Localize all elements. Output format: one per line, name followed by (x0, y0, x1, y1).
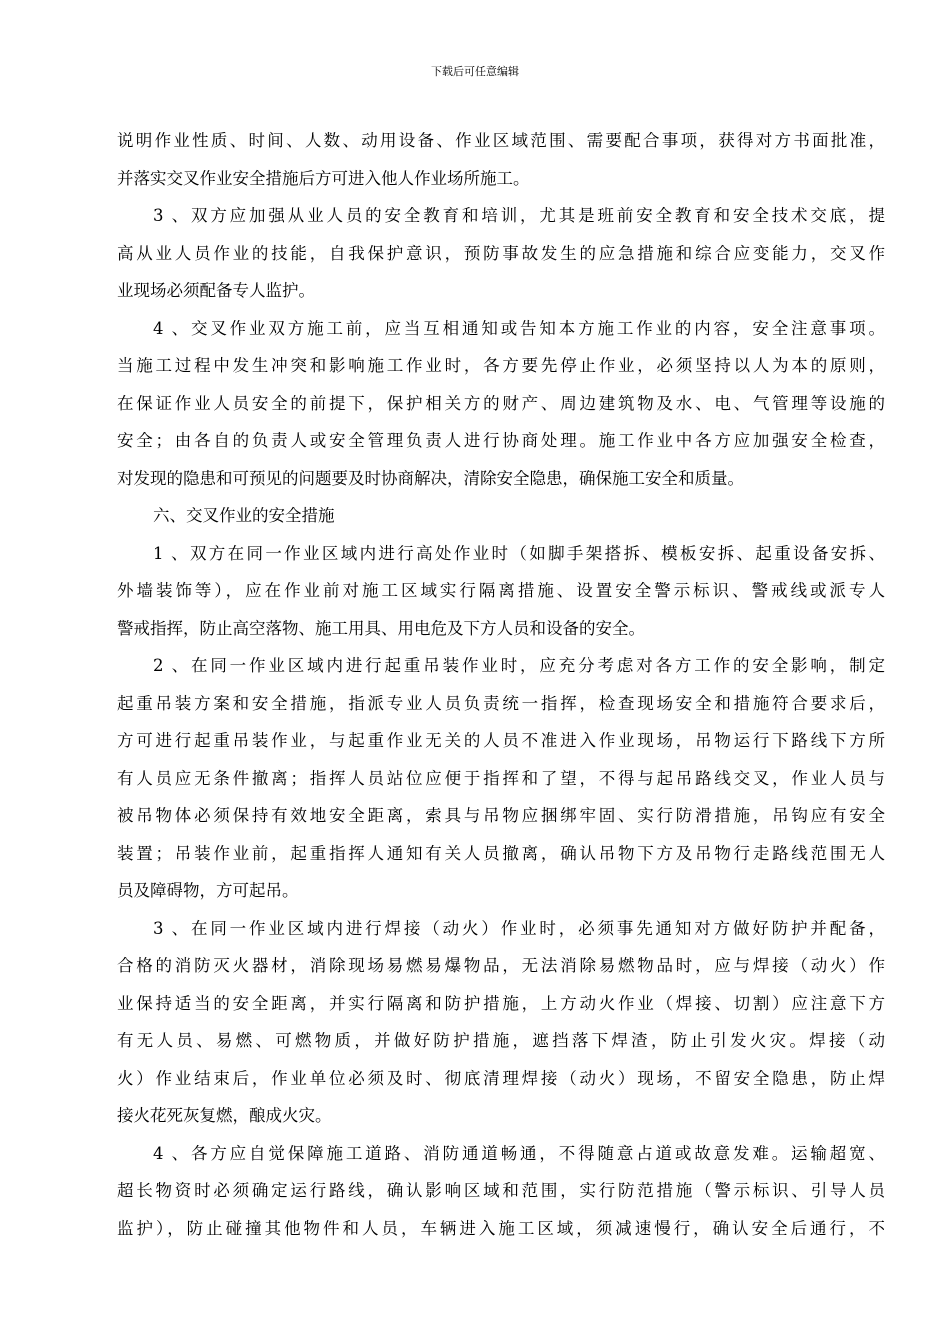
text-line: 业保持适当的安全距离，并实行隔离和防护措施，上方动火作业（焊接、切割）应注意下方 (117, 993, 885, 1013)
text-line: 超长物资时必须确定运行路线，确认影响区域和范围，实行防范措施（警示标识、引导人员 (117, 1181, 885, 1200)
text-line: 装置；吊装作业前，起重指挥人通知有关人员撤离，确认吊物下方及吊物行走路线范围无人 (117, 843, 885, 863)
text-line: 安全；由各自的负责人或安全管理负责人进行协商处理。施工作业中各方应加强安全检查， (117, 431, 885, 450)
document-body (117, 122, 885, 1247)
text-line: 员及障碍物，方可起吊。 (117, 881, 299, 900)
text-line: 外墙装饰等），应在作业前对施工区域实行隔离措施、设置安全警示标识、警戒线或派专人 (117, 581, 885, 600)
text-line: 对发现的隐患和可预见的问题要及时协商解决，清除安全隐患，确保施工安全和质量。 (117, 468, 744, 488)
text-line: 高从业人员作业的技能，自我保护意识，预防事故发生的应急措施和综合应变能力，交叉作 (117, 243, 885, 263)
text-line: 接火花死灰复燃，酿成火灾。 (117, 1106, 332, 1125)
text-line: 有无人员、易燃、可燃物质，并做好防护措施，遮挡落下焊渣，防止引发火灾。焊接（动 (117, 1031, 885, 1050)
text-line: 3 、双方应加强从业人员的安全教育和培训，尤其是班前安全教育和安全技术交底，提 (153, 206, 885, 225)
text-line: 火）作业结束后，作业单位必须及时、彻底清理焊接（动火）现场，不留安全隐患，防止焊 (117, 1068, 885, 1088)
text-line: 业现场必须配备专人监护。 (117, 281, 315, 300)
text-line: 说明作业性质、时间、人数、动用设备、作业区域范围、需要配合事项，获得对方书面批准， (117, 131, 885, 150)
text-line: 监护），防止碰撞其他物件和人员，车辆进入施工区域，须减速慢行，确认安全后通行，不 (117, 1218, 885, 1238)
text-line: 起重吊装方案和安全措施，指派专业人员负责统一指挥，检查现场安全和措施符合要求后， (117, 693, 885, 713)
text-line: 警戒指挥，防止高空落物、施工用具、用电危及下方人员和设备的安全。 (117, 618, 645, 638)
text-line: 六、交叉作业的安全措施 (153, 506, 335, 525)
page-header: 下载后可任意编辑 (431, 65, 519, 78)
text-line: 1 、双方在同一作业区域内进行高处作业时（如脚手架搭拆、模板安拆、起重设备安拆、 (153, 543, 885, 563)
text-line: 被吊物体必须保持有效地安全距离，索具与吊物应捆绑牢固、实行防滑措施，吊钩应有安全 (117, 806, 885, 825)
text-line: 3 、在同一作业区域内进行焊接（动火）作业时，必须事先通知对方做好防护并配备， (153, 918, 885, 938)
text-line: 在保证作业人员安全的前提下，保护相关方的财产、周边建筑物及水、电、气管理等设施的 (117, 393, 885, 413)
text-line: 方可进行起重吊装作业，与起重作业无关的人员不准进入作业现场，吊物运行下路线下方所 (117, 731, 885, 750)
text-line: 2 、在同一作业区域内进行起重吊装作业时，应充分考虑对各方工作的安全影响，制定 (153, 656, 885, 675)
text-line: 4 、各方应自觉保障施工道路、消防通道畅通，不得随意占道或故意发难。运输超宽、 (153, 1143, 885, 1163)
text-line: 4 、交叉作业双方施工前，应当互相通知或告知本方施工作业的内容，安全注意事项。 (153, 318, 885, 338)
text-line: 并落实交叉作业安全措施后方可进入他人作业场所施工。 (117, 168, 530, 188)
text-line: 合格的消防灭火器材，消除现场易燃易爆物品，无法消除易燃物品时，应与焊接（动火）作 (117, 956, 885, 975)
text-line: 当施工过程中发生冲突和影响施工作业时，各方要先停止作业，必须坚持以人为本的原则， (117, 356, 885, 375)
text-line: 有人员应无条件撤离；指挥人员站位应便于指挥和了望，不得与起吊路线交叉，作业人员与 (117, 768, 885, 788)
